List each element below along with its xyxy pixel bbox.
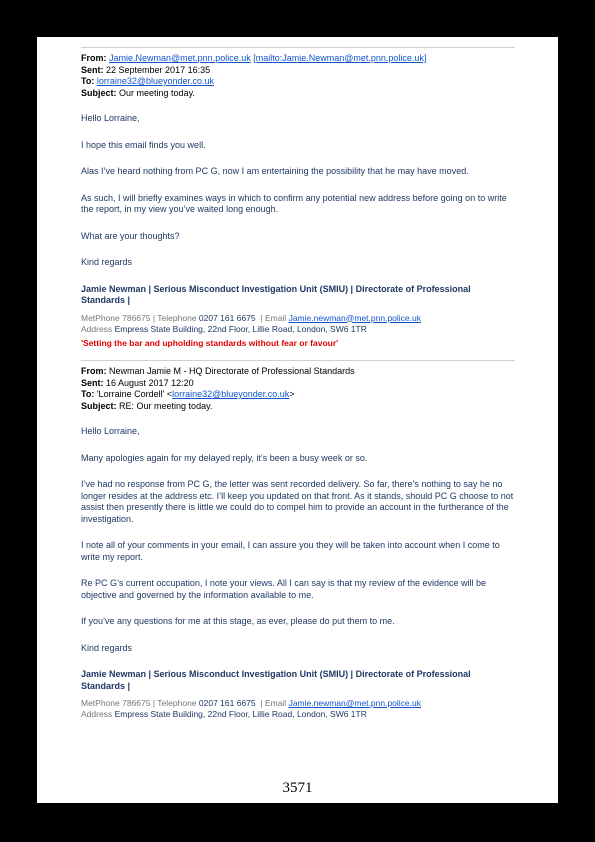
signature-name: Jamie Newman | Serious Misconduct Investigation Unit (SMIU) | Directorate of Professional Standards | [81, 669, 471, 691]
signature-contact [81, 313, 515, 335]
address-value: Empress State Building, 22nd Floor, Lillie Road, London, SW6 1TR [114, 323, 367, 334]
to-label: To: [81, 389, 95, 399]
from-mailto-link[interactable]: [mailto:Jamie.Newman@met.pnn.police.uk] [253, 53, 427, 63]
header-divider [81, 360, 515, 361]
body-paragraph: Kind regards [81, 257, 133, 267]
page-number: 3571 [282, 780, 313, 796]
metphone-label: MetPhone [81, 312, 120, 323]
email-label: | Email [260, 698, 287, 708]
body-paragraph: Re PC G’s current occupation, I note your views. All I can say is that my review of the evidence will be objective and governed by the information available to me. [81, 578, 487, 600]
signature-name: Jamie Newman | Serious Misconduct Investigation Unit (SMIU) | Directorate of Professional Standards | [81, 283, 471, 305]
metphone-value: 786675 [122, 698, 151, 708]
telephone-value: 0207 161 6675 [198, 312, 256, 323]
email1-body [81, 113, 515, 269]
body-paragraph: Alas I’ve heard nothing from PC G, now I am entertaining the possibility that he may have moved. [81, 166, 469, 176]
signature-email-link[interactable]: Jamie.newman@met.pnn.police.uk [288, 698, 421, 708]
sent-date: 16 August 2017 12:20 [106, 377, 194, 388]
email2-header [81, 366, 515, 412]
sent-label: Sent: [81, 64, 104, 75]
body-paragraph: As such, I will briefly examines ways in which to confirm any potential new address before going on to write the report, in my view you’ve waited long enough. [81, 192, 507, 214]
subject-label: Subject: [81, 400, 117, 411]
from-name: Newman Jamie M - HQ Directorate of Professional Standards [109, 366, 355, 376]
body-paragraph: I note all of your comments in your email, I can assure you they will be taken into account when I come to write my report. [81, 540, 500, 562]
telephone-label: | Telephone [152, 698, 197, 708]
body-paragraph: I hope this email finds you well. [81, 139, 206, 150]
from-email-link[interactable]: Jamie.Newman@met.pnn.police.uk [109, 53, 251, 63]
document-page [37, 37, 558, 803]
body-paragraph: Hello Lorraine, [81, 426, 140, 436]
address-label: Address [81, 323, 113, 334]
metphone-label: MetPhone [81, 698, 120, 708]
email-label: | Email [260, 312, 287, 323]
body-paragraph: I’ve had no response from PC G, the letter was sent recorded delivery. So far, there’s nothing to say he no longer resides at the address etc. I’ll keep you updated on that front. As it stands, should PC G choose to not assist then presently there is little we could do to compel him to provide an account in the furtherance of the investigation. [81, 479, 514, 524]
metphone-value: 786675 [122, 312, 151, 323]
address-label: Address [81, 709, 113, 719]
email2-body [81, 426, 515, 654]
body-paragraph: Many apologies again for my delayed reply, it’s been a busy week or so. [81, 452, 368, 463]
signature-email-link[interactable]: Jamie.newman@met.pnn.police.uk [288, 312, 421, 323]
sent-label: Sent: [81, 377, 104, 388]
body-paragraph: If you’ve any questions for me at this stage, as ever, please do put them to me. [81, 616, 395, 626]
body-paragraph: Kind regards [81, 642, 133, 653]
to-close: > [289, 389, 295, 399]
to-name: 'Lorraine Cordell' < [96, 389, 173, 399]
signature-contact [81, 698, 515, 720]
sent-date: 22 September 2017 16:35 [106, 64, 211, 75]
from-label: From: [81, 53, 107, 63]
subject-text: RE: Our meeting today. [119, 400, 213, 411]
to-label: To: [81, 76, 95, 86]
body-paragraph: What are your thoughts? [81, 230, 180, 241]
subject-label: Subject: [81, 87, 117, 98]
to-email-link[interactable]: lorraine32@blueyonder.co.uk [96, 76, 215, 86]
telephone-value: 0207 161 6675 [198, 698, 256, 708]
from-label: From: [81, 366, 107, 376]
signature-motto: 'Setting the bar and upholding standards without fear or favour' [81, 337, 339, 348]
header-divider [81, 47, 515, 48]
to-email-link[interactable]: lorraine32@blueyonder.co.uk [172, 389, 290, 399]
body-paragraph: Hello Lorraine, [81, 113, 140, 123]
email-thread [81, 47, 515, 720]
email1-header [81, 53, 515, 99]
telephone-label: | Telephone [152, 312, 197, 323]
address-value: Empress State Building, 22nd Floor, Lillie Road, London, SW6 1TR [114, 709, 367, 719]
subject-text: Our meeting today. [119, 87, 195, 98]
